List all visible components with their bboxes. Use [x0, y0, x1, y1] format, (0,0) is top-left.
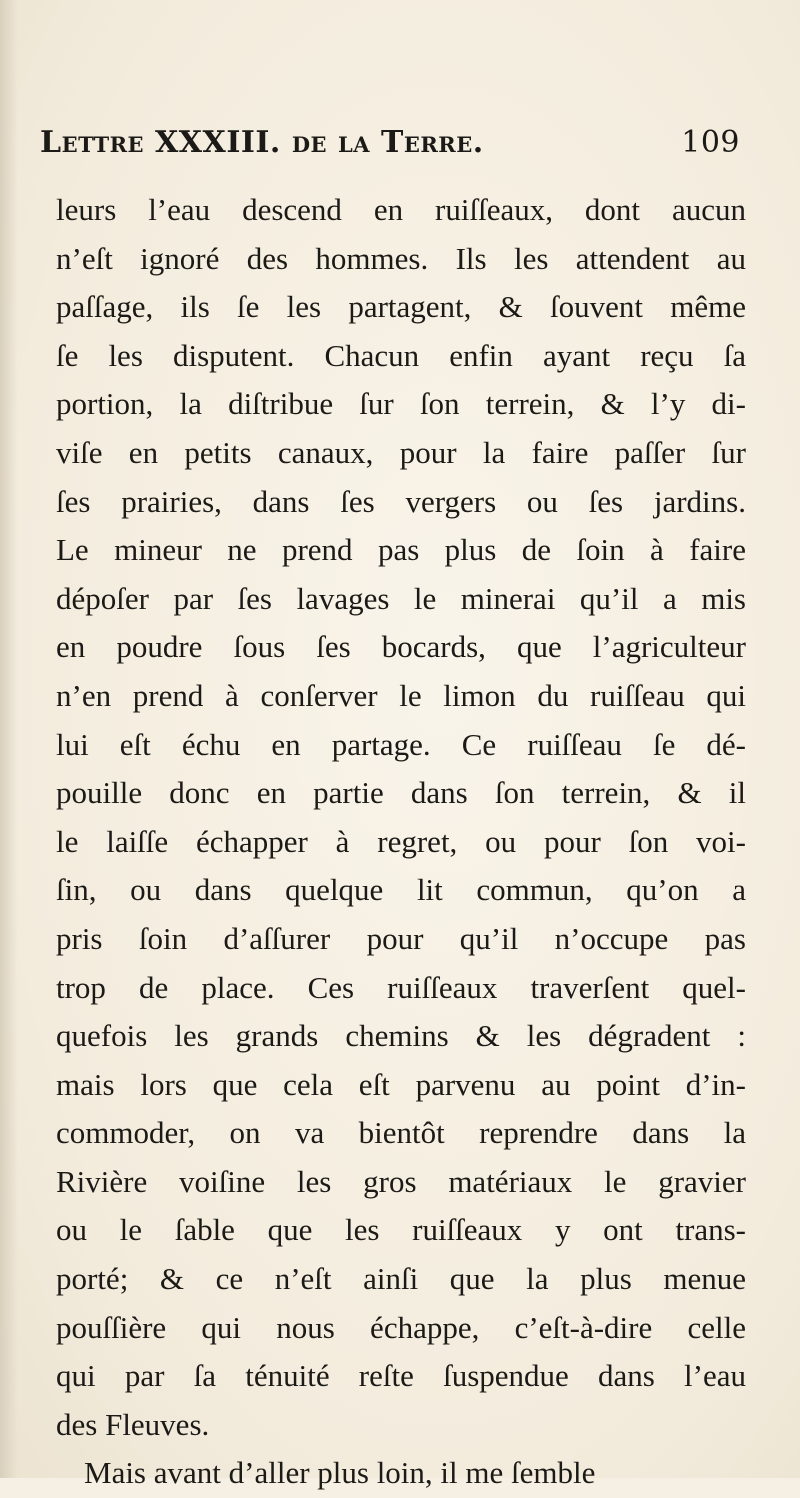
text-line: pouille donc en partie dans ſon terrein, & il [56, 775, 746, 811]
body-text [56, 186, 746, 1498]
text-line: paſſage, ils ſe les partagent, & ſouvent même [56, 289, 746, 325]
text-line: Mais avant d’aller plus loin, il me ſemble [84, 1455, 596, 1491]
text-line: leurs l’eau descend en ruiſſeaux, dont aucun [56, 192, 746, 227]
text-line: en poudre ſous ſes bocards, que l’agriculteur [56, 629, 746, 665]
page-header [40, 125, 740, 185]
text-line: le laiſſe échapper à regret, ou pour ſon voi- [56, 823, 746, 859]
text-line: mais lors que cela eſt parvenu au point d’in- [56, 1066, 746, 1102]
text-line: portion, la diſtribue ſur ſon terrein, & l’y di- [56, 386, 746, 422]
text-line: pris ſoin d’aſſurer pour qu’il n’occupe pas [56, 920, 746, 956]
page-binding-shadow [0, 0, 18, 1478]
text-line: ſes prairies, dans ſes vergers ou ſes jardins. [56, 483, 746, 519]
text-line: lui eſt échu en partage. Ce ruiſſeau ſe dé- [56, 726, 746, 762]
text-line: n’eſt ignoré des hommes. Ils les attendent au [56, 240, 746, 276]
text-line: des Fleuves. [56, 1406, 210, 1442]
text-line: ou le ſable que les ruiſſeaux y ont trans- [56, 1212, 746, 1248]
text-line: qui par ſa ténuité reſte ſuspendue dans l’eau [56, 1358, 746, 1394]
text-line: trop de place. Ces ruiſſeaux traverſent quel- [56, 969, 746, 1005]
text-line: n’en prend à conſerver le limon du ruiſſeau qui [56, 677, 746, 713]
text-line: quefois les grands chemins & les dégradent : [56, 1018, 746, 1054]
running-head: Lettre XXXIII. de la Terre. [40, 125, 484, 160]
text-line: dépoſer par ſes lavages le minerai qu’il a mis [56, 580, 746, 616]
text-line: pouſſière qui nous échappe, c’eſt-à-dire celle [56, 1309, 746, 1345]
text-line: Rivière voiſine les gros matériaux le gravier [56, 1163, 746, 1199]
page-number: 109 [681, 125, 740, 160]
text-line: viſe en petits canaux, pour la faire paſſer ſur [56, 434, 746, 470]
text-line: porté; & ce n’eſt ainſi que la plus menue [56, 1261, 746, 1297]
text-line: Le mineur ne prend pas plus de ſoin à faire [56, 532, 746, 568]
text-line: ſin, ou dans quelque lit commun, qu’on a [56, 872, 746, 908]
text-line: ſe les disputent. Chacun enfin ayant reçu ſa [56, 337, 746, 373]
text-line: commoder, on va bientôt reprendre dans la [56, 1115, 746, 1151]
